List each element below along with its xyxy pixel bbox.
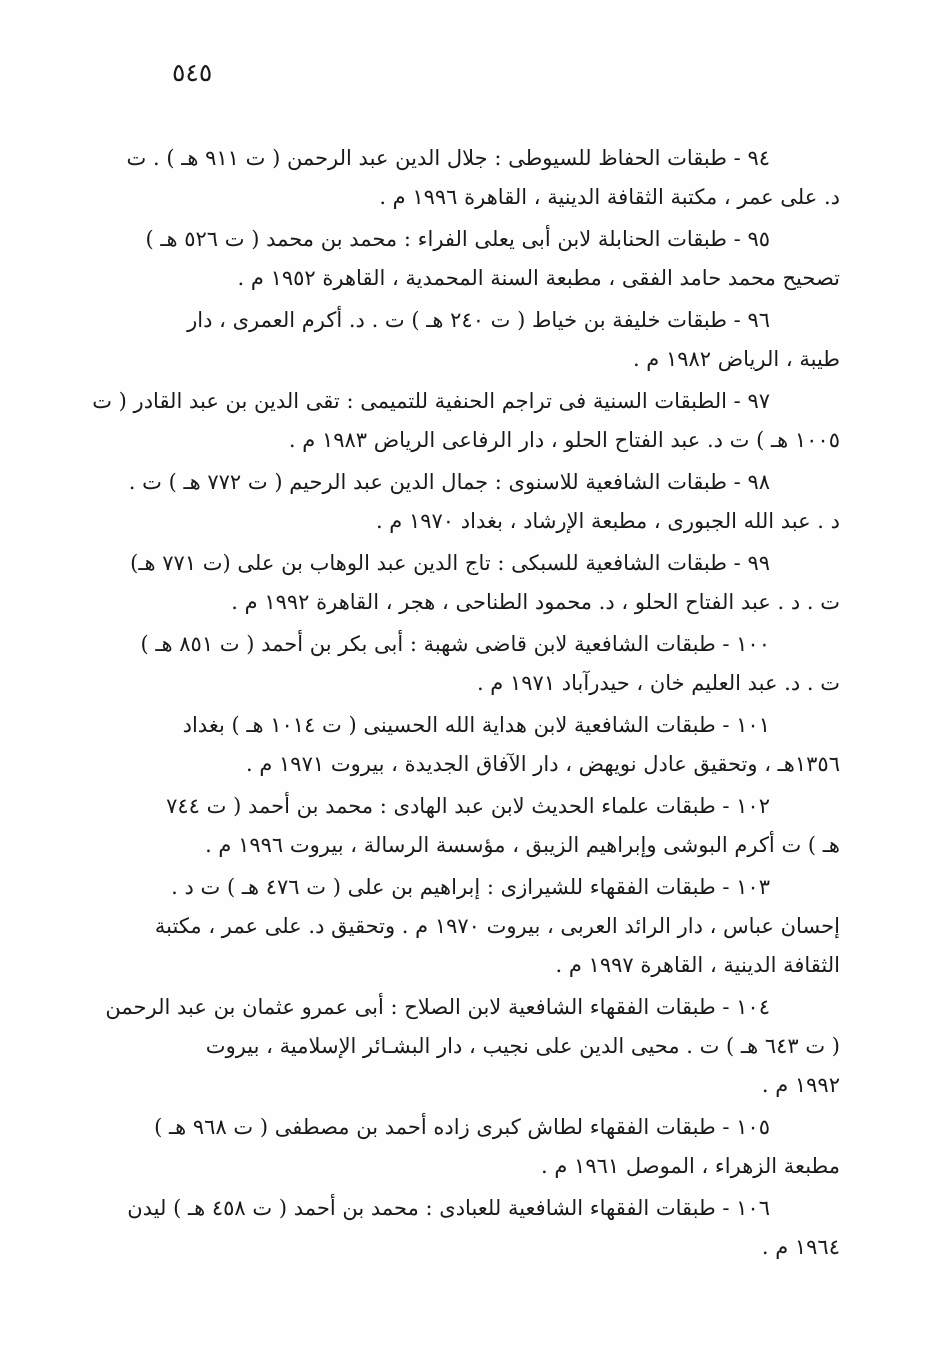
entry-line: ١٣٥٦هـ ، وتحقيق عادل نويهض ، دار الآفاق الجديدة ، بيروت ١٩٧١ م .: [246, 752, 840, 776]
entry-line: ١٠٤ - طبقات الفقهاء الشافعية لابن الصلاح : أبى عمرو عثمان بن عبد الرحمن: [105, 995, 770, 1019]
entry-line: ١٠٠٥ هـ ) ت د. عبد الفتاح الحلو ، دار الرفاعى الرياض ١٩٨٣ م .: [288, 428, 840, 452]
bibliography-entry-105: [138, 1108, 840, 1186]
entry-line: ٩٧ - الطبقات السنية فى تراجم الحنفية للتميمى : تقى الدين بن عبد القادر ( ت: [92, 389, 770, 413]
bibliography-entry-103: [138, 868, 840, 985]
entry-line: ت . د. عبد العليم خان ، حيدرآباد ١٩٧١ م .: [476, 671, 840, 695]
entry-line: مطبعة الزهراء ، الموصل ١٩٦١ م .: [541, 1154, 840, 1178]
bibliography-entry-94: [126, 139, 840, 217]
entry-line: الثقافة الدينية ، القاهرة ١٩٩٧ م .: [555, 953, 840, 977]
entry-line: ١٩٩٢ م .: [761, 1073, 840, 1097]
entry-line: ٩٨ - طبقات الشافعية للاسنوى : جمال الدين عبد الرحيم ( ت ٧٧٢ هـ ) ت .: [128, 470, 770, 494]
bibliography-entry-95: [138, 220, 840, 298]
entry-line: د. على عمر ، مكتبة الثقافة الدينية ، القاهرة ١٩٩٦ م .: [379, 185, 840, 209]
bibliography-entry-106: [127, 1189, 840, 1267]
entry-line: هـ ) ت أكرم البوشى وإبراهيم الزيبق ، مؤسسة الرسالة ، بيروت ١٩٩٦ م .: [205, 833, 840, 857]
entry-line: تصحيح محمد حامد الفقى ، مطبعة السنة المحمدية ، القاهرة ١٩٥٢ م .: [237, 266, 840, 290]
entry-line: ١٠٦ - طبقات الفقهاء الشافعية للعبادى : محمد بن أحمد ( ت ٤٥٨ هـ ) ليدن: [127, 1196, 770, 1220]
bibliography-entry-102: [138, 787, 840, 865]
entry-line: طيبة ، الرياض ١٩٨٢ م .: [632, 347, 840, 371]
entry-line: ٩٤ - طبقات الحفاظ للسيوطى : جلال الدين عبد الرحمن ( ت ٩١١ هـ ) . ت: [126, 146, 770, 170]
bibliography-entry-101: [138, 706, 840, 784]
entry-line: ٩٥ - طبقات الحنابلة لابن أبى يعلى الفراء : محمد بن محمد ( ت ٥٢٦ هـ ): [145, 227, 770, 251]
bibliography-entry-104: [105, 988, 840, 1105]
entry-line: إحسان عباس ، دار الرائد العربى ، بيروت ١٩٧٠ م . وتحقيق د. على عمر ، مكتبة: [154, 914, 840, 938]
entry-line: ١٠١ - طبقات الشافعية لابن هداية الله الحسينى ( ت ١٠١٤ هـ ) بغداد: [182, 713, 770, 737]
bibliography-entry-99: [130, 544, 840, 622]
entry-line: ١٠٠ - طبقات الشافعية لابن قاضى شهبة : أبى بكر بن أحمد ( ت ٨٥١ هـ ): [140, 632, 770, 656]
entry-line: ١٩٦٤ م .: [761, 1235, 840, 1259]
bibliography-entry-97: [92, 382, 840, 460]
entry-line: ١٠٥ - طبقات الفقهاء لطاش كبرى زاده أحمد بن مصطفى ( ت ٩٦٨ هـ ): [154, 1115, 770, 1139]
page-number: ٥٤٥: [172, 58, 213, 87]
bibliography-entry-98: [128, 463, 840, 541]
entry-line: ٩٩ - طبقات الشافعية للسبكى : تاج الدين عبد الوهاب بن على (ت ٧٧١ هـ): [130, 551, 770, 575]
bibliography-entry-96: [138, 301, 840, 379]
entry-line: ١٠٢ - طبقات علماء الحديث لابن عبد الهادى : محمد بن أحمد ( ت ٧٤٤: [166, 794, 770, 818]
entry-line: ( ت ٦٤٣ هـ ) ت . محيى الدين على نجيب ، دار البشـائر الإسلامية ، بيروت: [205, 1034, 840, 1058]
entry-line: ٩٦ - طبقات خليفة بن خياط ( ت ٢٤٠ هـ ) ت . د. أكرم العمرى ، دار: [187, 308, 770, 332]
bibliography-list: [92, 139, 840, 1267]
entry-line: ١٠٣ - طبقات الفقهاء للشيرازى : إبراهيم بن على ( ت ٤٧٦ هـ ) ت د .: [171, 875, 770, 899]
bibliography-entry-100: [138, 625, 840, 703]
entry-line: د . عبد الله الجبورى ، مطبعة الإرشاد ، بغداد ١٩٧٠ م .: [375, 509, 840, 533]
entry-line: ت . د . عبد الفتاح الحلو ، د. محمود الطناحى ، هجر ، القاهرة ١٩٩٢ م .: [231, 590, 840, 614]
